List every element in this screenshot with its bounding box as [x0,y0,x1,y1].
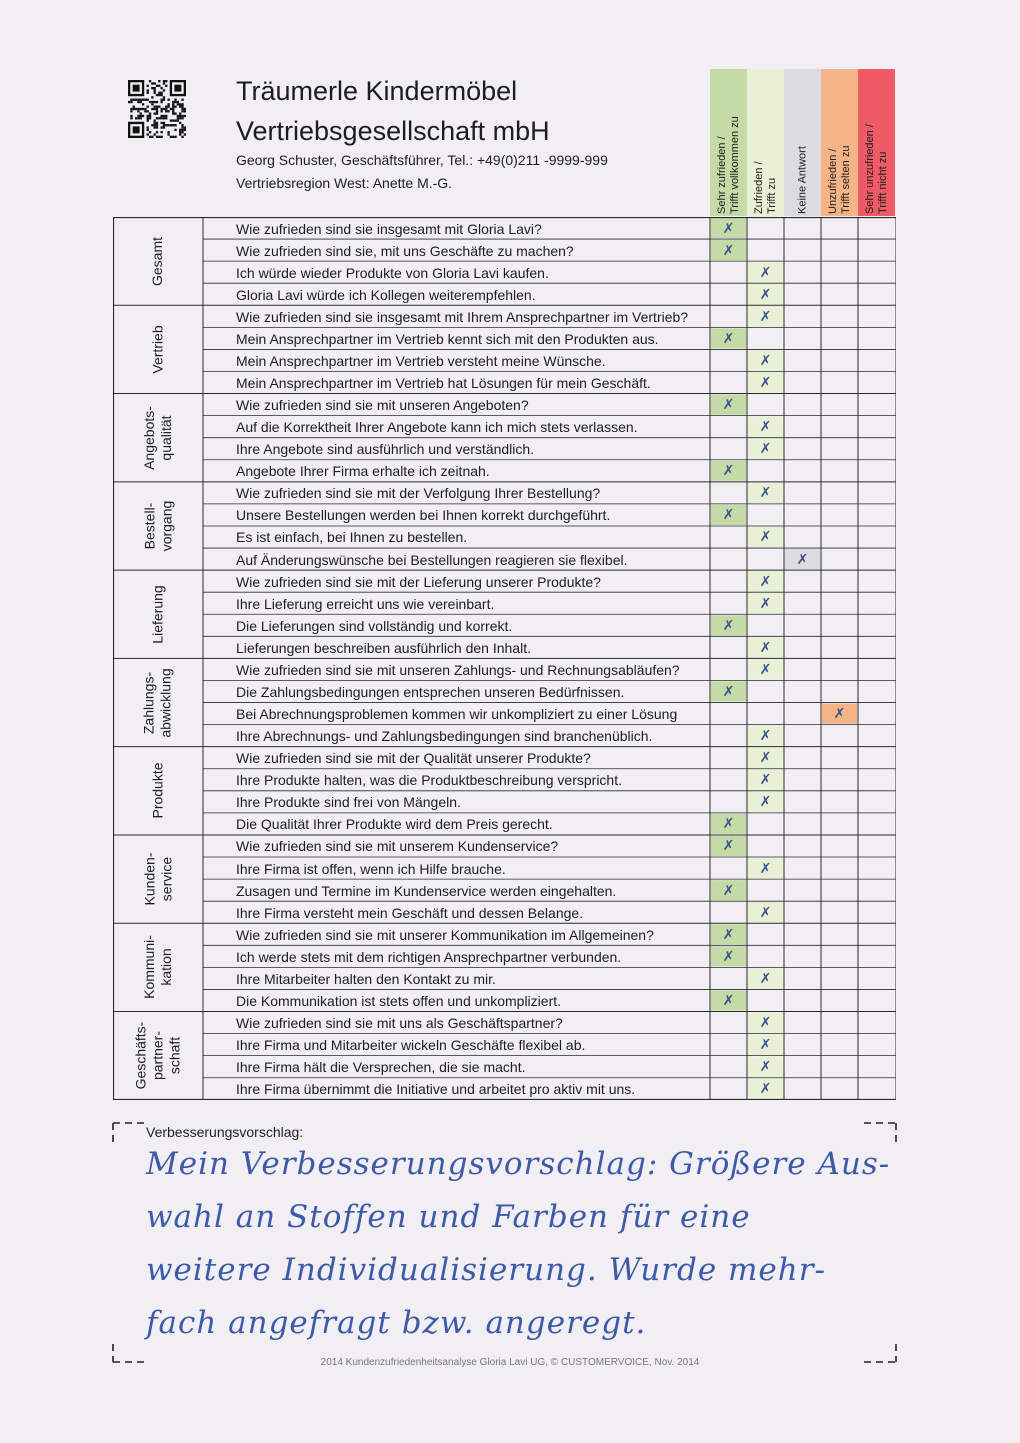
question-text: Wie zufrieden sind sie insgesamt mit Ihrem Ansprechpartner im Vertrieb? [236,308,689,325]
question-text: Ihre Produkte halten, was die Produktbeschreibung verspricht. [236,772,622,789]
question-text: Ihre Firma übernimmt die Initiative und arbeitet pro aktiv mit uns. [236,1081,636,1098]
section-label-line: vorgang [158,500,174,552]
company-legal-form: Vertriebsgesellschaft mbH [236,116,550,146]
question-text: Wie zufrieden sind sie mit der Qualität unserer Produkte? [236,750,591,767]
answer-checkmark: ✗ [759,1080,772,1097]
answer-checkmark: ✗ [759,638,772,655]
question-text: Ihre Firma hält die Versprechen, die sie macht. [236,1059,526,1076]
answer-checkmark: ✗ [759,528,772,545]
question-text: Wie zufrieden sind sie mit uns als Geschäftspartner? [236,1015,563,1032]
question-text: Die Zahlungsbedingungen entsprechen unseren Bedürfnissen. [236,683,625,700]
rating-column-label-line: Unzufrieden / [826,148,839,214]
question-text: Gloria Lavi würde ich Kollegen weiterempfehlen. [236,286,536,303]
section-label-line: qualität [157,415,174,461]
answer-checkmark: ✗ [722,991,735,1008]
section-label-line: Lieferung [149,585,166,644]
answer-checkmark: ✗ [759,484,772,501]
answer-checkmark: ✗ [722,329,735,346]
answer-checkmark: ✗ [722,837,735,854]
question-text: Auf die Korrektheit Ihrer Angebote kann ich mich stets verlassen. [236,419,638,436]
answer-checkmark: ✗ [722,815,735,832]
answer-checkmark: ✗ [759,771,772,788]
handwriting-line: fach angefragt bzw. angeregt. [146,1305,647,1341]
question-text: Ihre Firma und Mitarbeiter wickeln Geschäfte flexibel ab. [236,1037,586,1054]
answer-checkmark: ✗ [759,263,772,280]
answer-checkmark: ✗ [722,925,735,942]
section-label-line: Geschäfts- [132,1021,149,1090]
section-label-line: Zahlungs- [140,671,157,734]
handwriting-line: weitere Individualisierung. Wurde mehr- [146,1252,827,1288]
answer-checkmark: ✗ [722,462,735,479]
rating-column-label-line: Trifft zu [765,177,778,214]
answer-checkmark: ✗ [759,859,772,876]
section-label-line: Gesamt [149,236,166,286]
question-text: Unsere Bestellungen werden bei Ihnen korrekt durchgeführt. [236,507,611,524]
answer-checkmark: ✗ [759,727,772,744]
question-text: Lieferungen beschreiben ausführlich den Inhalt. [236,639,531,656]
rating-column-label-line: Sehr zufrieden / [715,136,728,214]
answer-checkmark: ✗ [759,307,772,324]
section-label-line: Produkte [149,762,166,819]
question-text: Ihre Firma versteht mein Geschäft und dessen Belange. [236,904,584,921]
handwriting-line: Mein Verbesserungsvorschlag: Größere Aus- [146,1146,891,1182]
question-text: Wie zufrieden sind sie mit der Verfolgung Ihrer Bestellung? [236,485,601,502]
question-text: Die Lieferungen sind vollständig und korrekt. [236,617,513,634]
answer-checkmark: ✗ [759,1058,772,1075]
handwriting-line: wahl an Stoffen und Farben für eine [146,1199,751,1235]
answer-checkmark: ✗ [722,881,735,898]
answer-checkmark: ✗ [722,219,735,236]
section-label-line: Vertrieb [149,325,166,374]
question-text: Ich werde stets mit dem richtigen Ansprechpartner verbunden. [236,948,622,965]
question-text: Die Qualität Ihrer Produkte wird dem Preis gerecht. [236,816,553,833]
answer-checkmark: ✗ [759,749,772,766]
answer-checkmark: ✗ [833,705,846,722]
footer-note: 2014 Kundenzufriedenheitsanalyse Gloria Lavi UG, © CUSTOMERVOICE, Nov. 2014 [320,1357,700,1368]
question-text: Wie zufrieden sind sie mit unseren Angeboten? [236,397,529,414]
answer-checkmark: ✗ [759,793,772,810]
answer-checkmark: ✗ [722,616,735,633]
answer-checkmark: ✗ [759,969,772,986]
answer-checkmark: ✗ [759,660,772,677]
question-text: Wie zufrieden sind sie, mit uns Geschäfte zu machen? [236,242,574,259]
suggestion-label: Verbesserungsvorschlag: [146,1124,304,1140]
question-text: Wie zufrieden sind sie mit unserem Kundenservice? [236,838,559,855]
answer-checkmark: ✗ [759,903,772,920]
answer-checkmark: ✗ [759,572,772,589]
question-text: Wie zufrieden sind sie insgesamt mit Gloria Lavi? [236,220,542,237]
section-label-line: Kunden- [141,852,157,906]
question-text: Mein Ansprechpartner im Vertrieb versteht meine Wünsche. [236,352,606,369]
section-label-line: schaft [166,1036,183,1075]
answer-checkmark: ✗ [722,947,735,964]
question-text: Die Kommunikation ist stets offen und unkompliziert. [236,992,562,1009]
rating-column-label-line: Trifft selten zu [839,145,852,214]
region-line: Vertriebsregion West: Anette M.-G. [236,175,453,191]
question-text: Ihre Lieferung erreicht uns wie vereinbart. [236,595,495,612]
answer-checkmark: ✗ [796,550,809,567]
question-text: Wie zufrieden sind sie mit der Lieferung unserer Produkte? [236,573,601,590]
section-label-line: kation [157,948,174,987]
section-label-line: Angebots- [140,405,157,470]
question-text: Ihre Firma ist offen, wenn ich Hilfe brauche. [236,860,506,877]
question-text: Ihre Mitarbeiter halten den Kontakt zu mir. [236,970,496,987]
answer-checkmark: ✗ [759,418,772,435]
rating-column-label-line: Trifft nicht zu [876,151,889,214]
question-text: Auf Änderungswünsche bei Bestellungen reagieren sie flexibel. [236,551,628,568]
answer-checkmark: ✗ [759,440,772,457]
rating-column-label-line: Zufrieden / [752,161,765,214]
answer-checkmark: ✗ [759,285,772,302]
question-text: Ihre Angebote sind ausführlich und verständlich. [236,441,535,458]
answer-checkmark: ✗ [759,1014,772,1031]
answer-checkmark: ✗ [722,241,735,258]
answer-checkmark: ✗ [759,1036,772,1053]
rating-column-label-line: Trifft vollkommen zu [728,116,741,214]
section-label-line: Bestell- [141,502,157,550]
question-text: Bei Abrechnungsproblemen kommen wir unkompliziert zu einer Lösung [236,706,678,723]
question-text: Angebote Ihrer Firma erhalte ich zeitnah. [236,463,490,480]
question-text: Mein Ansprechpartner im Vertrieb kennt sich mit den Produkten aus. [236,330,659,347]
question-text: Ich würde wieder Produkte von Gloria Lavi kaufen. [236,264,549,281]
section-label-line: partner- [149,1031,166,1081]
company-name: Träumerle Kindermöbel [236,76,518,106]
answer-checkmark: ✗ [722,396,735,413]
contact-line: Georg Schuster, Geschäftsführer, Tel.: +49(0)211 -9999-999 [236,152,608,168]
answer-checkmark: ✗ [722,682,735,699]
answer-checkmark: ✗ [759,351,772,368]
question-text: Mein Ansprechpartner im Vertrieb hat Lösungen für mein Geschäft. [236,374,651,391]
question-text: Wie zufrieden sind sie mit unseren Zahlungs- und Rechnungsabläufen? [236,661,680,678]
answer-checkmark: ✗ [722,506,735,523]
rating-column-label-line: Sehr unzufrieden / [863,124,876,214]
rating-column-label-line: Keine Antwort [796,146,808,214]
section-label-line: Kommuni- [140,935,157,1000]
question-text: Zusagen und Termine im Kundenservice werden eingehalten. [236,882,617,899]
question-text: Ihre Produkte sind frei von Mängeln. [236,794,461,811]
question-text: Es ist einfach, bei Ihnen zu bestellen. [236,529,468,546]
section-label-line: abwicklung [157,667,174,738]
section-label-line: service [158,856,174,902]
answer-checkmark: ✗ [759,373,772,390]
question-text: Wie zufrieden sind sie mit unserer Kommunikation im Allgemeinen? [236,926,654,943]
answer-checkmark: ✗ [759,594,772,611]
question-text: Ihre Abrechnungs- und Zahlungsbedingungen sind branchenüblich. [236,728,653,745]
